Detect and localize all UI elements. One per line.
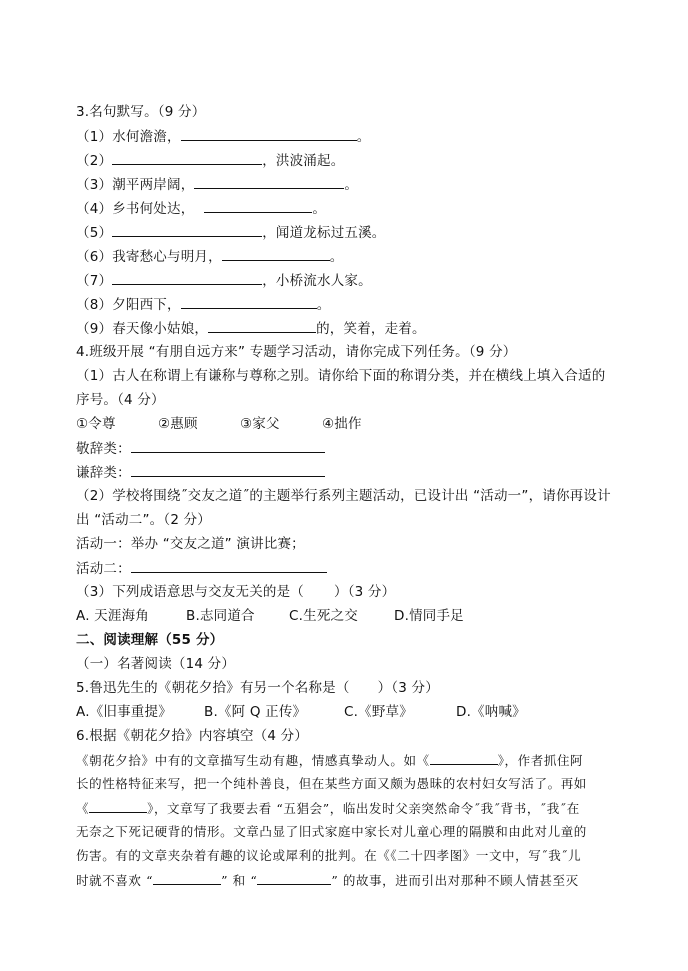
- choice-a[interactable]: A. 天涯海角: [76, 608, 149, 624]
- q3-item-7: （7） ，小桥流水人家。: [76, 273, 372, 289]
- q3-item-6: （6）我寄愁心与明月， 。: [76, 249, 344, 265]
- answer-blank[interactable]: [204, 199, 312, 213]
- answer-blank[interactable]: [112, 223, 262, 237]
- answer-blank[interactable]: [181, 295, 317, 309]
- answer-blank[interactable]: [153, 871, 221, 885]
- q4-title: 4.班级开展 “有朋自远方来” 专题学习活动，请你完成下列任务。（9 分）: [76, 344, 517, 360]
- answer-blank[interactable]: [222, 247, 330, 261]
- answer-blank[interactable]: [131, 559, 327, 573]
- option-3: ③家父: [240, 416, 280, 432]
- choice-a[interactable]: A.《旧事重提》: [76, 704, 172, 720]
- option-4: ④拙作: [322, 416, 362, 432]
- activity-one: 活动一：举办 “交友之道” 演讲比赛；: [76, 536, 305, 552]
- option-1: ①令尊: [76, 416, 116, 432]
- q5-choices: [76, 703, 526, 721]
- q3-item-8: （8）夕阳西下， 。: [76, 297, 331, 313]
- q4-part3: （3）下列成语意思与交友无关的是（ ）（3 分）: [76, 584, 396, 600]
- activity-two-row: 活动二：: [76, 559, 327, 578]
- q4-part2-line1: （2）学校将围绕˝交友之道˝的主题举行系列主题活动，已设计出 “活动一”，请你再设计: [76, 488, 611, 504]
- answer-blank[interactable]: [208, 319, 316, 333]
- q3-title: 3.名句默写。（9 分）: [76, 104, 206, 120]
- answer-blank[interactable]: [112, 151, 262, 165]
- answer-blank[interactable]: [194, 175, 344, 189]
- q6-passage-line-5: 伤害。有的文章夹杂着有趣的议论或犀利的批判。在《《二十四孝图》一文中，写˝我˝儿: [76, 848, 582, 863]
- q5-question: 5.鲁迅先生的《朝花夕拾》有另一个名称是（ ）（3 分）: [76, 680, 439, 696]
- q6-passage-line-3: 《 》，文章写了我要去看 “五猖会”，临出发时父亲突然命令˝我˝背书，˝我˝在: [76, 801, 580, 816]
- choice-c[interactable]: C.生死之交: [289, 608, 358, 624]
- q6-passage-line-1: 《朝花夕拾》中有的文章描写生动有趣，情感真挚动人。如《 》，作者抓住阿: [76, 753, 584, 768]
- q4-part3-choices: [76, 607, 464, 625]
- section-title: 二、阅读理解（55 分）: [76, 632, 224, 648]
- q6-passage-line-6: 时就不喜欢 “ ” 和 “ ” 的故事，进而引出对那种不顾人情甚至灭: [76, 873, 579, 888]
- choice-d[interactable]: D.《呐喊》: [456, 704, 526, 720]
- q4-options: [76, 415, 362, 433]
- answer-blank[interactable]: [181, 127, 357, 141]
- answer-blank[interactable]: [430, 751, 498, 765]
- q3-item-9: （9）春天像小姑娘， 的，笑着，走着。: [76, 321, 426, 337]
- choice-b[interactable]: B.《阿 Q 正传》: [204, 704, 307, 720]
- answer-blank[interactable]: [112, 271, 262, 285]
- answer-blank[interactable]: [257, 871, 331, 885]
- q3-item-2: （2） ，洪波涌起。: [76, 153, 345, 169]
- choice-c[interactable]: C.《野草》: [344, 704, 413, 720]
- q3-item-4: （4）乡书何处达， 。: [76, 201, 327, 217]
- subsection-title: （一）名著阅读（14 分）: [76, 656, 236, 672]
- q3-item-3: （3）潮平两岸阔， 。: [76, 177, 359, 193]
- option-2: ②惠顾: [158, 416, 198, 432]
- q4-part1-line1: （1）古人在称谓上有谦称与尊称之别。请你给下面的称谓分类，并在横线上填入合适的: [76, 368, 606, 384]
- q4-part1-line2: 序号。（4 分）: [76, 392, 165, 408]
- choice-b[interactable]: B.志同道合: [186, 608, 255, 624]
- answer-blank[interactable]: [131, 463, 325, 477]
- q6-passage-line-2: 长的性格特征来写，把一个纯朴善良，但在某些方面又颇为愚昧的农村妇女写活了。再如: [76, 776, 587, 791]
- q3-item-5: （5） ，闻道龙标过五溪。: [76, 225, 386, 241]
- q3-item-1: （1）水何澹澹， 。: [76, 129, 371, 145]
- respect-words-row: 敬辞类：: [76, 439, 325, 458]
- q6-passage-line-4: 无奈之下死记硬背的情形。文章凸显了旧式家庭中家长对儿童心理的隔膜和由此对儿童的: [76, 824, 587, 839]
- humble-words-row: 谦辞类：: [76, 463, 325, 482]
- choice-d[interactable]: D.情同手足: [394, 608, 464, 624]
- answer-blank[interactable]: [89, 799, 147, 813]
- q4-part2-line2: 出 “活动二”。（2 分）: [76, 512, 212, 528]
- answer-blank[interactable]: [131, 439, 325, 453]
- q6-title: 6.根据《朝花夕拾》内容填空（4 分）: [76, 728, 309, 744]
